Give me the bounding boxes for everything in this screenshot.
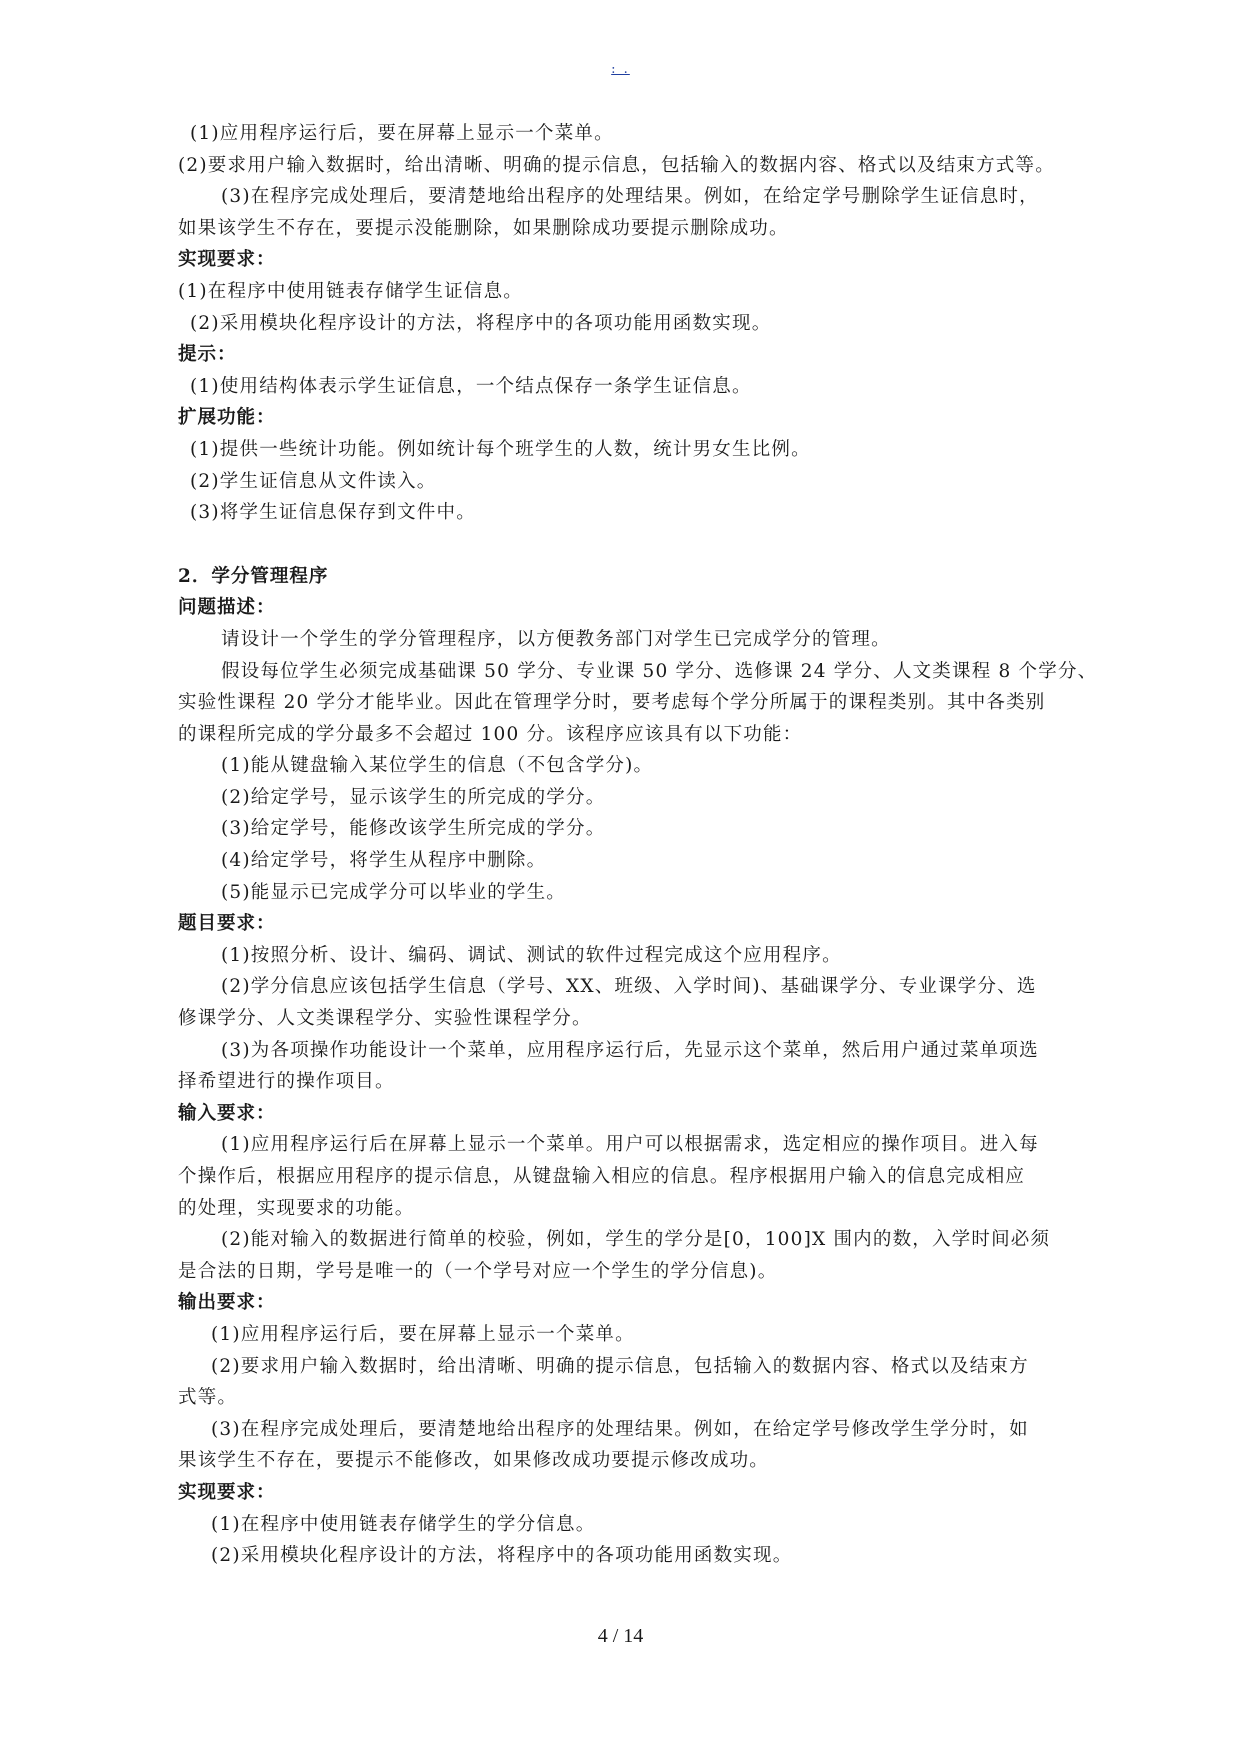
page-number: 4 / 14 — [597, 1625, 644, 1647]
section-heading: 提示： — [178, 344, 237, 366]
paragraph: (2)采用模块化程序设计的方法，将程序中的各项功能用函数实现。 — [190, 312, 772, 334]
list-item: (1)能从键盘输入某位学生的信息（不包含学分)。 — [221, 755, 654, 777]
paragraph: (1)按照分析、设计、编码、调试、测试的软件过程完成这个应用程序。 — [221, 944, 842, 966]
paragraph: (2)要求用户输入数据时，给出清晰、明确的提示信息，包括输入的数据内容、格式以及结束方式等。 — [178, 154, 1055, 176]
paragraph: (1)在程序中使用链表存储学生的学分信息。 — [211, 1513, 596, 1535]
paragraph: 的处理，实现要求的功能。 — [178, 1197, 415, 1219]
paragraph: 果该学生不存在，要提示不能修改，如果修改成功要提示修改成功。 — [178, 1450, 770, 1472]
section-heading: 题目要求： — [178, 913, 276, 935]
paragraph: (1)应用程序运行后，要在屏幕上显示一个菜单。 — [211, 1323, 635, 1345]
paragraph: 假设每位学生必须完成基础课 50 学分、专业课 50 学分、选修课 24 学分、人文类课程 8 个学分、 — [221, 660, 1098, 682]
paragraph: (2)能对输入的数据进行简单的校验，例如，学生的学分是[0，100]X 围内的数，入学时间必须 — [221, 1229, 1051, 1251]
paragraph: (1)使用结构体表示学生证信息，一个结点保存一条学生证信息。 — [190, 375, 752, 397]
section-heading: 输入要求： — [178, 1102, 276, 1124]
paragraph: 择希望进行的操作项目。 — [178, 1071, 395, 1093]
page-header-mark: : . — [611, 62, 630, 77]
paragraph: (3)在程序完成处理后，要清楚地给出程序的处理结果。例如，在给定学号修改学生学分时，如 — [211, 1418, 1029, 1440]
paragraph: 是合法的日期，学号是唯一的（一个学号对应一个学生的学分信息)。 — [178, 1260, 778, 1282]
paragraph: (2)采用模块化程序设计的方法，将程序中的各项功能用函数实现。 — [211, 1545, 793, 1567]
paragraph: 的课程所完成的学分最多不会超过 100 分。该程序应该具有以下功能： — [178, 723, 803, 745]
paragraph: (1)应用程序运行后在屏幕上显示一个菜单。用户可以根据需求，选定相应的操作项目。进入每 — [221, 1134, 1039, 1156]
paragraph: 实验性课程 20 学分才能毕业。因此在管理学分时，要考虑每个学分所属于的课程类别。其中各类别 — [178, 692, 1046, 714]
section-title: 2．学分管理程序 — [178, 565, 329, 587]
list-item: (2)给定学号，显示该学生的所完成的学分。 — [221, 786, 606, 808]
paragraph: 个操作后，根据应用程序的提示信息，从键盘输入相应的信息。程序根据用户输入的信息完成相应 — [178, 1166, 1026, 1187]
paragraph: 如果该学生不存在，要提示没能删除，如果删除成功要提示删除成功。 — [178, 217, 789, 239]
section-heading: 问题描述： — [178, 597, 276, 619]
paragraph: (1)应用程序运行后，要在屏幕上显示一个菜单。 — [190, 123, 614, 144]
paragraph: 请设计一个学生的学分管理程序，以方便教务部门对学生已完成学分的管理。 — [221, 628, 891, 650]
paragraph: (3)在程序完成处理后，要清楚地给出程序的处理结果。例如，在给定学号删除学生证信息时， — [221, 186, 1039, 208]
spacer — [178, 529, 1118, 561]
section-heading: 扩展功能： — [178, 407, 276, 429]
list-item: (4)给定学号，将学生从程序中删除。 — [221, 850, 547, 872]
paragraph: (2)学分信息应该包括学生信息（学号、XX、班级、入学时间)、基础课学分、专业课学分、选 — [221, 976, 1037, 998]
section-heading: 实现要求： — [178, 1481, 276, 1503]
paragraph: (2)要求用户输入数据时，给出清晰、明确的提示信息，包括输入的数据内容、格式以及结束方 — [211, 1355, 1029, 1377]
paragraph: 式等。 — [178, 1387, 238, 1409]
paragraph: (1)在程序中使用链表存储学生证信息。 — [178, 280, 524, 302]
paragraph: 修课学分、人文类课程学分、实验性课程学分。 — [178, 1008, 592, 1030]
document-body — [178, 118, 1118, 1572]
paragraph: (1)提供一些统计功能。例如统计每个班学生的人数，统计男女生比例。 — [190, 438, 811, 460]
paragraph: (3)为各项操作功能设计一个菜单，应用程序运行后，先显示这个菜单，然后用户通过菜单项选 — [221, 1039, 1039, 1061]
section-heading: 输出要求： — [178, 1292, 276, 1314]
list-item: (3)给定学号，能修改该学生所完成的学分。 — [221, 818, 606, 840]
section-heading: 实现要求： — [178, 249, 276, 271]
list-item: (5)能显示已完成学分可以毕业的学生。 — [221, 881, 567, 903]
paragraph: (2)学生证信息从文件读入。 — [190, 470, 437, 492]
paragraph: (3)将学生证信息保存到文件中。 — [190, 502, 476, 524]
